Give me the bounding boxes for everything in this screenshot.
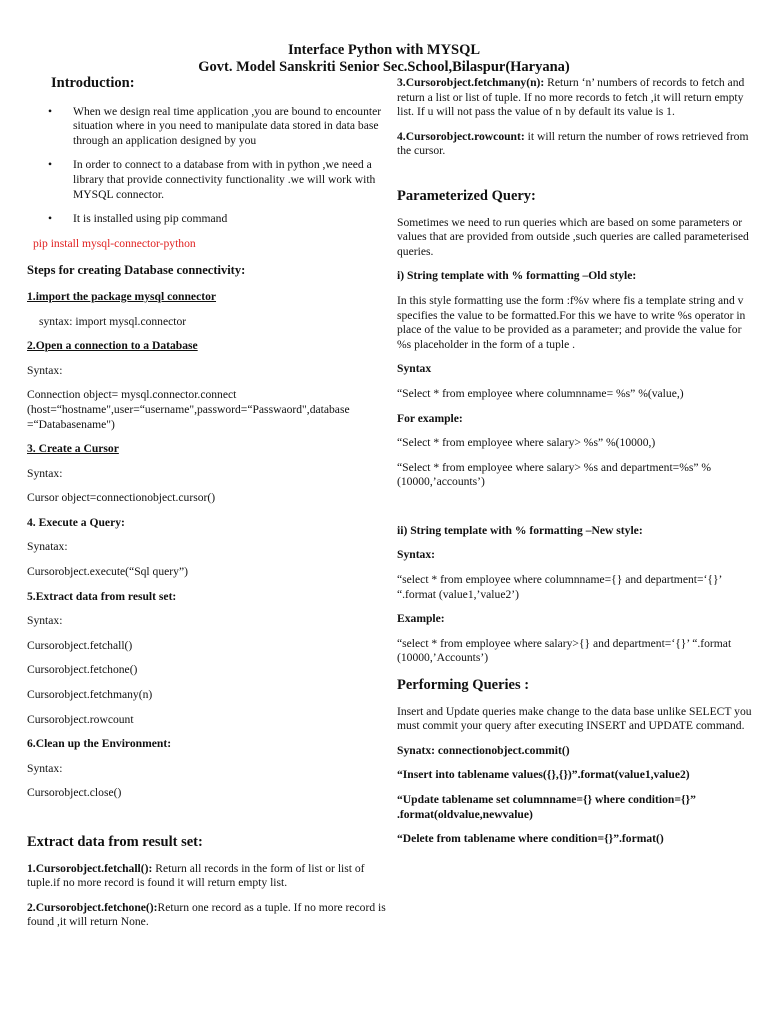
school-name: Govt. Model Sanskriti Senior Sec.School,Bilaspur(Haryana) — [198, 59, 570, 75]
new-style-title: ii) String template with % formatting –New style: — [397, 523, 643, 537]
step1-title: 1.import the package mysql connector — [27, 289, 217, 303]
bullet-icon: • — [48, 158, 53, 172]
extract-heading: Extract data from result set: — [27, 834, 203, 850]
introduction-heading: Introduction: — [51, 75, 135, 91]
rowcount-description: 4.Cursorobject.rowcount: it will return the number of rows retrieved from the cursor. — [397, 129, 749, 158]
step5-title: 5.Extract data from result set: — [27, 589, 177, 603]
old-syntax-code: “Select * from employee where columnname= %s” %(value,) — [397, 386, 684, 400]
update-query: “Update tablename set columnname={} where condition={}” .format(oldvalue,newvalue) — [397, 793, 696, 821]
step2-title: 2.Open a connection to a Database — [27, 339, 198, 353]
steps-heading: Steps for creating Database connectivity: — [27, 263, 246, 278]
fetchone-description: 2.Cursorobject.fetchone():Return one record as a tuple. If no more record is found ,it will return None. — [27, 900, 386, 929]
new-example-code: “select * from employee where salary>{} and department=‘{}’ “.format (10000,’Accounts’) — [397, 636, 732, 665]
list-item: • When we design real time application ,you are bound to encounter situation where in you need to manipulate data stored in data base through an application designed by you — [48, 104, 382, 147]
perform-description: Insert and Update queries make change to the data base unlike SELECT you must commit your query after executing INSERT and UPDATE command. — [397, 704, 752, 733]
old-style-description: In this style formatting use the form :f%v where fis a template string and v specifies the value to be formatted.For this we have to write %s operator in place of the value to be provided as a parameter; and provide the value for %s placeholder in the form of a tuple . — [397, 293, 746, 351]
document-title: Interface Python with MYSQL — [287, 42, 481, 58]
for-example-label: For example: — [397, 411, 463, 425]
example-label: Example: — [397, 612, 445, 626]
step5-line: Cursorobject.rowcount — [27, 712, 134, 726]
step6-code: Cursorobject.close() — [27, 786, 122, 800]
step4-label: Synatax: — [27, 540, 68, 554]
left-column — [27, 76, 388, 930]
step5-label: Syntax: — [27, 614, 63, 628]
bullet-icon: • — [48, 212, 53, 226]
fetchmany-description: 3.Cursorobject.fetchmany(n): Return ‘n’ numbers of records to fetch and return a list or list of tuple. If no more records to fetch ,it will return empty list. If u will not pass the value of n by default its value is 1. — [397, 76, 745, 119]
performing-queries-heading: Performing Queries : — [397, 677, 530, 694]
step5-line: Cursorobject.fetchone() — [27, 663, 138, 677]
bullet-icon: • — [48, 104, 53, 118]
step6-title: 6.Clean up the Environment: — [27, 737, 172, 751]
step4-code: Cursorobject.execute(“Sql query”) — [27, 565, 188, 579]
step1-syntax: syntax: import mysql.connector — [39, 314, 187, 328]
param-description: Sometimes we need to run queries which are based on some parameters or values that are provided from outside ,such queries are called parameterised queries. — [397, 215, 749, 258]
step5-line: Cursorobject.fetchall() — [27, 638, 133, 652]
right-column — [397, 76, 753, 847]
step3-title: 3. Create a Cursor — [27, 442, 119, 456]
step2-code: Connection object= mysql.connector.connect (host=“hostname",user=“username",password=“Passwaord",database =“Databasename") — [27, 388, 350, 431]
old-style-title: i) String template with % formatting –Old style: — [397, 269, 637, 283]
list-item: • It is installed using pip command — [48, 212, 228, 226]
parameterized-query-heading: Parameterized Query: — [397, 187, 536, 204]
step3-code: Cursor object=connectionobject.cursor() — [27, 491, 216, 505]
step6-label: Syntax: — [27, 761, 63, 775]
insert-query: “Insert into tablename values({},{})”.format(value1,value2) — [397, 768, 690, 782]
delete-query: “Delete from tablename where condition={}”.format() — [397, 832, 664, 846]
intro-bullet-list — [27, 105, 388, 227]
old-example-2: “Select * from employee where salary> %s and department=%s” %(10000,’accounts’) — [397, 460, 712, 489]
old-example-1: “Select * from employee where salary> %s” %(10000,) — [397, 436, 656, 450]
new-syntax-code: “select * from employee where columnname={} and department=‘{}’ “.format (value1,’value2’) — [397, 573, 722, 601]
new-syntax-label: Syntax: — [397, 548, 436, 562]
fetchall-description: 1.Cursorobject.fetchall(): Return all records in the form of list or list of tuple.if no more record is found it will return empty list. — [27, 861, 365, 890]
syntax-label: Syntax — [397, 362, 432, 376]
document-header — [0, 42, 768, 76]
step4-title: 4. Execute a Query: — [27, 515, 125, 529]
commit-syntax: Synatx: connectionobject.commit() — [397, 743, 570, 757]
list-item: • In order to connect to a database from with in python ,we need a library that provide connectivity functionality .we will work with MYSQL connector. — [48, 158, 376, 201]
pip-command: pip install mysql-connector-python — [33, 236, 196, 250]
step2-label: Syntax: — [27, 363, 63, 377]
step5-line: Cursorobject.fetchmany(n) — [27, 688, 153, 702]
step3-label: Syntax: — [27, 466, 63, 480]
